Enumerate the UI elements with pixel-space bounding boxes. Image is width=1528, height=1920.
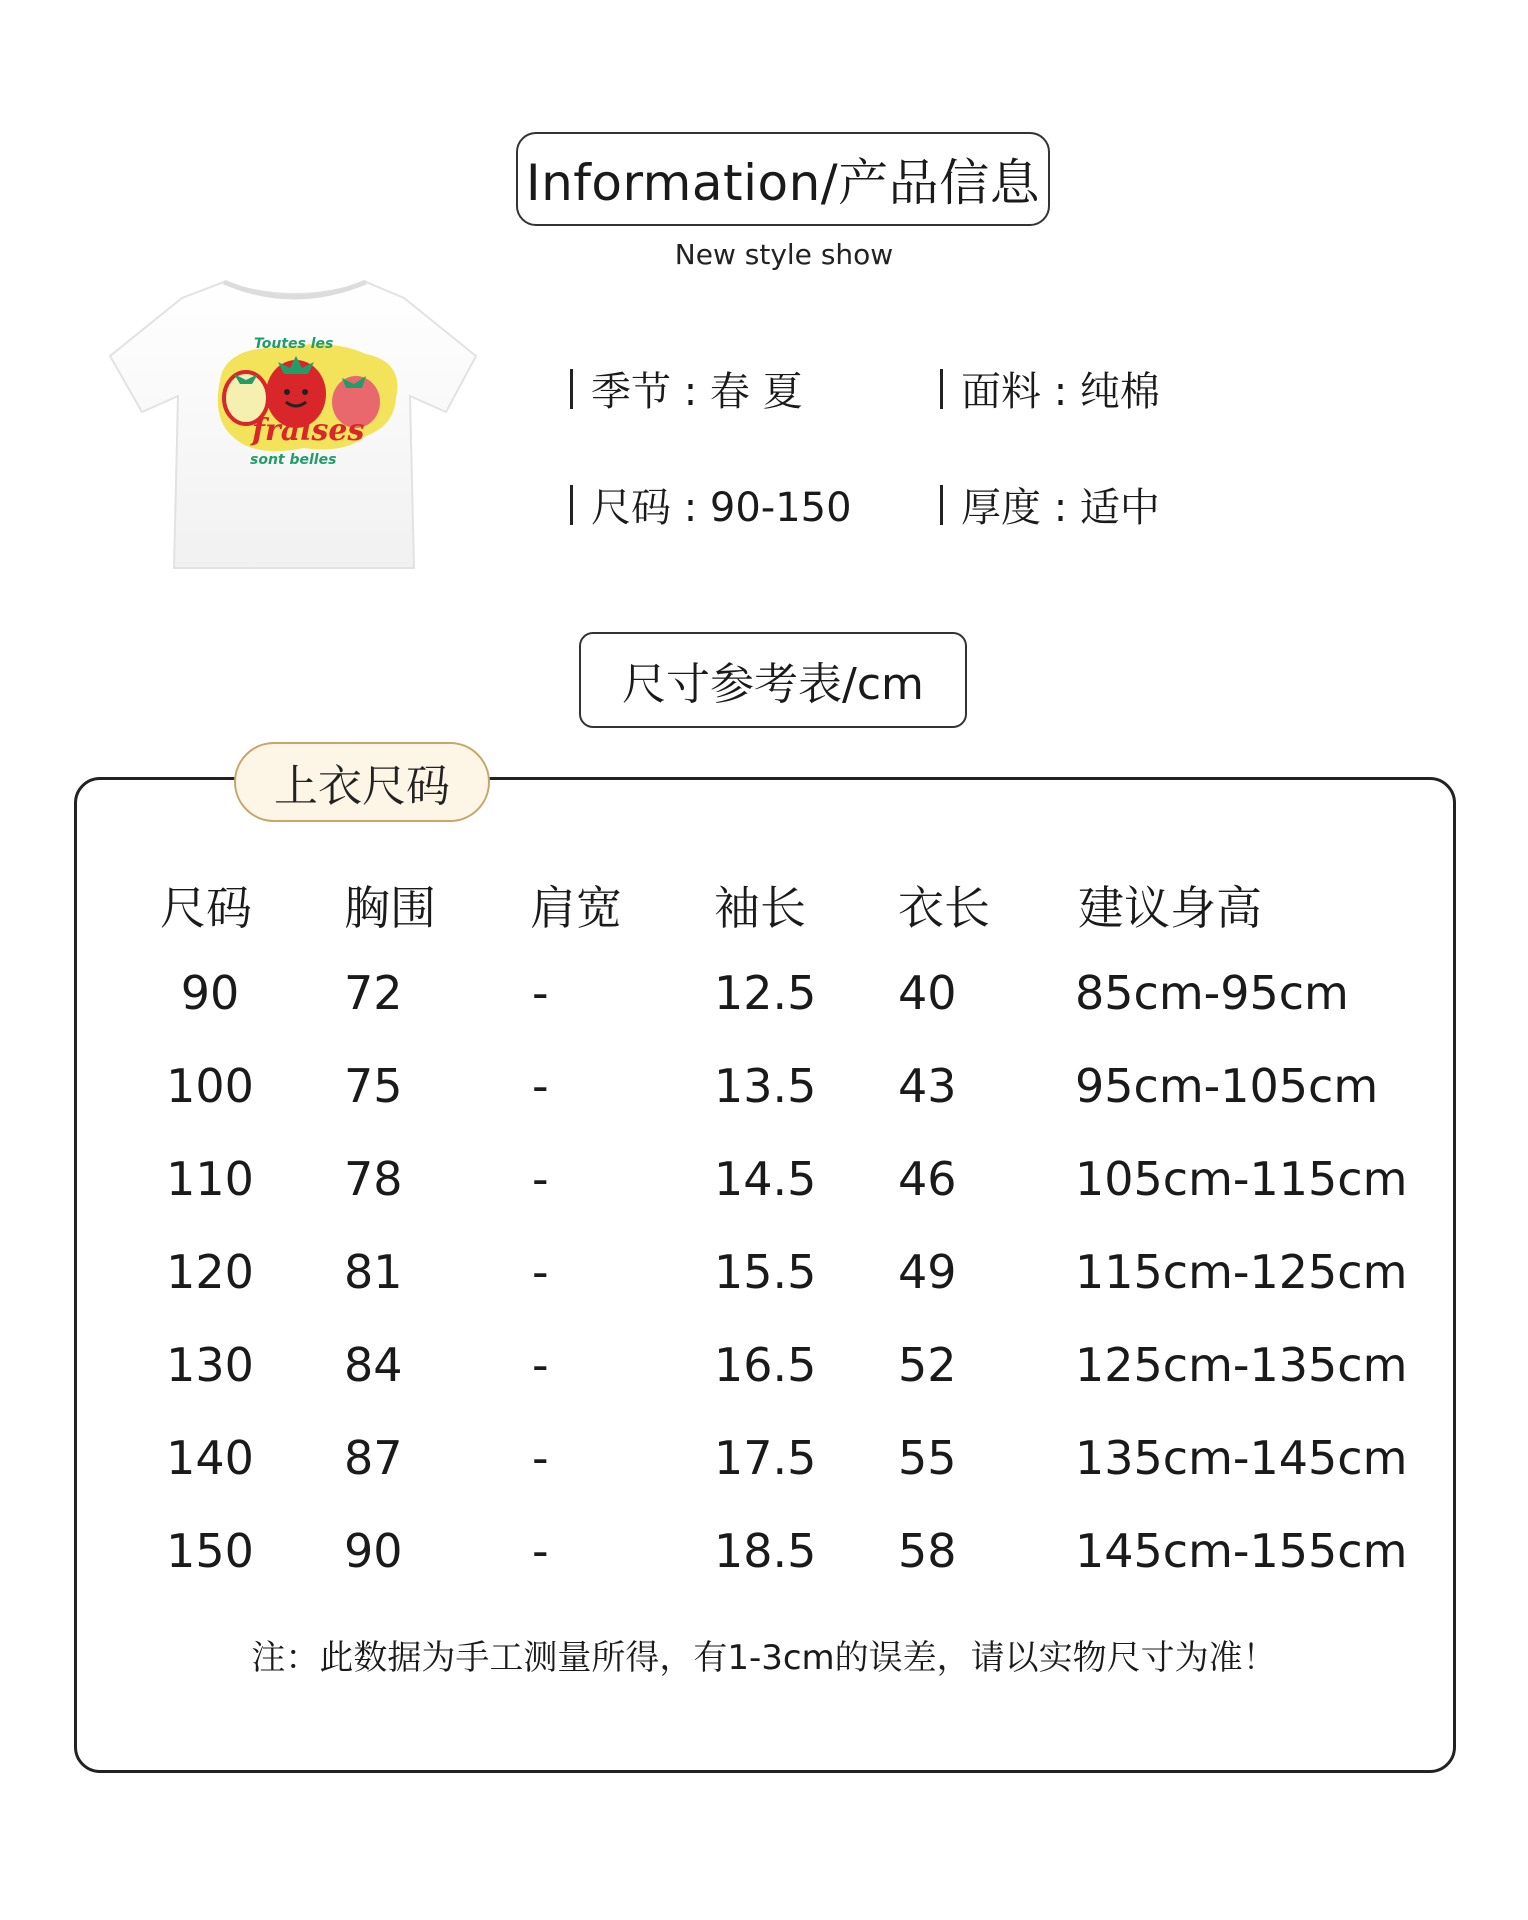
- table-cell: 81: [344, 1245, 403, 1299]
- table-cell: 40: [898, 966, 957, 1020]
- table-header-length: 衣长: [898, 881, 990, 935]
- print-text-bottom: sont belles: [250, 452, 337, 468]
- attr-season: [570, 360, 803, 417]
- table-cell: 125cm-135cm: [1075, 1338, 1408, 1392]
- measurement-note: 注：此数据为手工测量所得，有1-3cm的误差，请以实物尺寸为准！: [251, 1638, 1277, 1678]
- table-header-size: 尺码: [160, 881, 252, 935]
- table-cell: 115cm-125cm: [1075, 1245, 1408, 1299]
- divider-bar: [940, 369, 943, 409]
- table-cell: 52: [898, 1338, 957, 1392]
- table-cell: 140: [166, 1431, 254, 1485]
- table-header-chest: 胸围: [344, 881, 436, 935]
- table-cell: -: [532, 1431, 549, 1485]
- size-chart-title: 尺寸参考表/cm: [579, 632, 967, 728]
- attr-season-text: 季节 : 春 夏: [591, 369, 803, 415]
- info-title: Information/产品信息: [516, 132, 1050, 226]
- table-cell: 49: [898, 1245, 957, 1299]
- table-cell: 16.5: [714, 1338, 817, 1392]
- table-header-sleeve: 袖长: [714, 881, 806, 935]
- print-text-main: fraises: [252, 413, 365, 448]
- attr-size-text: 尺码 : 90-150: [591, 485, 852, 531]
- attr-thickness-text: 厚度 : 适中: [961, 485, 1160, 531]
- table-cell: 84: [344, 1338, 403, 1392]
- attr-fabric-text: 面料 : 纯棉: [961, 369, 1160, 415]
- table-cell: -: [532, 966, 549, 1020]
- product-image: [104, 276, 484, 576]
- table-cell: 100: [166, 1059, 254, 1113]
- table-header-shoulder: 肩宽: [530, 881, 622, 935]
- tshirt-strawberry-print-icon: [104, 276, 484, 576]
- attr-fabric: [940, 360, 1160, 417]
- table-header-height: 建议身高: [1078, 881, 1262, 935]
- table-cell: 95cm-105cm: [1075, 1059, 1379, 1113]
- table-cell: 58: [898, 1524, 957, 1578]
- table-cell: -: [532, 1152, 549, 1206]
- table-cell: 12.5: [714, 966, 817, 1020]
- table-cell: 85cm-95cm: [1075, 966, 1349, 1020]
- print-text-top: Toutes les: [254, 336, 334, 352]
- table-cell: 130: [166, 1338, 254, 1392]
- size-table-tab-label: 上衣尺码: [234, 742, 490, 822]
- table-cell: 78: [344, 1152, 403, 1206]
- table-cell: -: [532, 1338, 549, 1392]
- table-cell: -: [532, 1059, 549, 1113]
- attr-size: [570, 476, 852, 533]
- attr-thickness: [940, 476, 1160, 533]
- table-cell: 150: [166, 1524, 254, 1578]
- table-cell: 17.5: [714, 1431, 817, 1485]
- table-cell: -: [532, 1524, 549, 1578]
- table-cell: -: [532, 1245, 549, 1299]
- table-cell: 135cm-145cm: [1075, 1431, 1408, 1485]
- table-cell: 105cm-115cm: [1075, 1152, 1408, 1206]
- table-cell: 87: [344, 1431, 403, 1485]
- table-cell: 43: [898, 1059, 957, 1113]
- info-subtitle: New style show: [674, 238, 894, 271]
- table-cell: 75: [344, 1059, 403, 1113]
- table-cell: 13.5: [714, 1059, 817, 1113]
- table-cell: 46: [898, 1152, 957, 1206]
- table-cell: 90: [180, 966, 240, 1020]
- table-cell: 90: [344, 1524, 403, 1578]
- table-cell: 145cm-155cm: [1075, 1524, 1408, 1578]
- table-cell: 110: [166, 1152, 254, 1206]
- divider-bar: [570, 485, 573, 525]
- table-cell: 15.5: [714, 1245, 817, 1299]
- table-cell: 18.5: [714, 1524, 817, 1578]
- table-cell: 14.5: [714, 1152, 817, 1206]
- divider-bar: [940, 485, 943, 525]
- table-cell: 72: [344, 966, 403, 1020]
- table-cell: 55: [898, 1431, 957, 1485]
- divider-bar: [570, 369, 573, 409]
- table-cell: 120: [166, 1245, 254, 1299]
